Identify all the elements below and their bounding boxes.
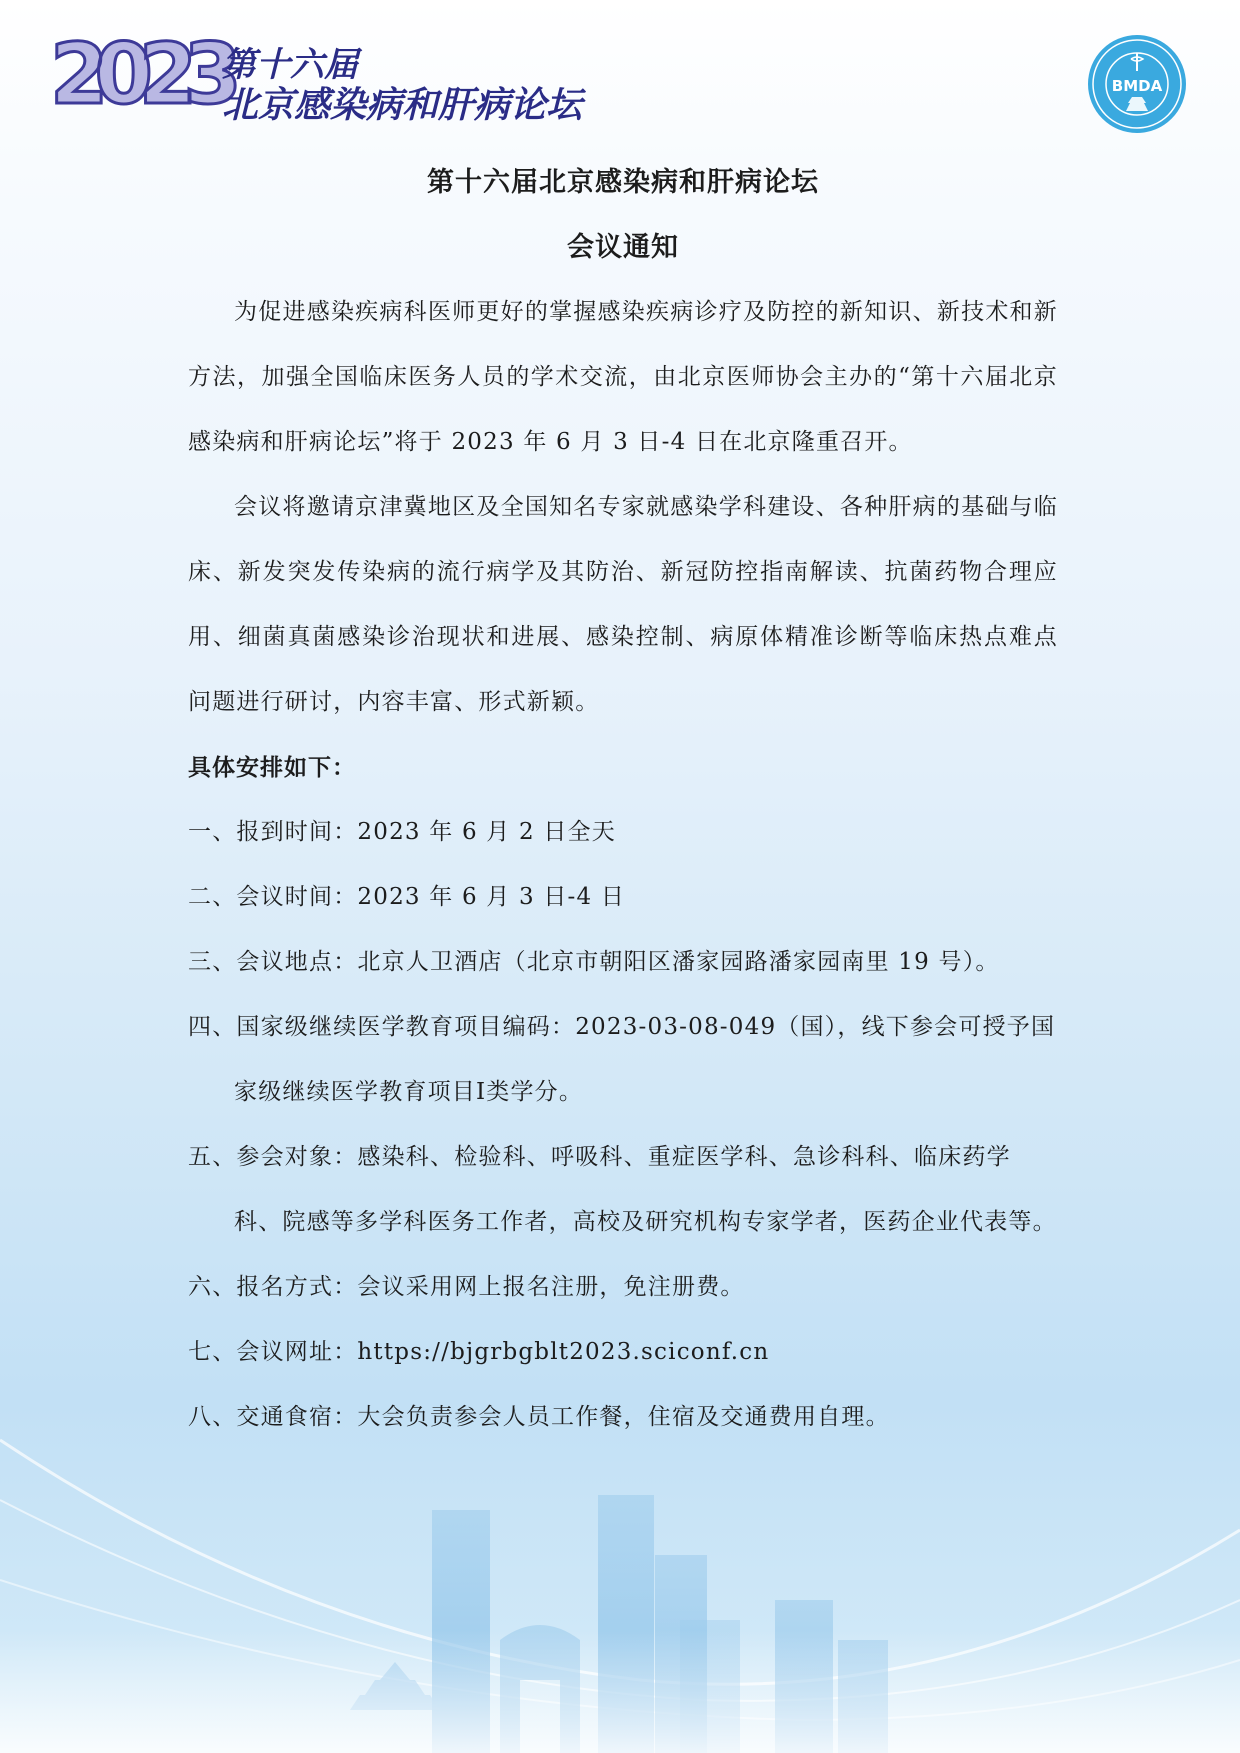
document-subtitle: 会议通知 (567, 232, 679, 263)
notice-body (188, 150, 1058, 1450)
intro-paragraph: 为促进感染疾病科医师更好的掌握感染疾病诊疗及防控的新知识、新技术和新方法，加强全国临床医务人员的学术交流，由北京医师协会主办的“第十六届北京感染病和肝病论坛”将于 2023 年 6 月 3 日-4 日在北京隆重召开。 (188, 299, 1058, 455)
logo-line-1: 第十六届 (222, 45, 358, 85)
logo-year: 2023 (50, 25, 228, 123)
list-item-cme-code: 四、国家级继续医学教育项目编码：2023-03-08-049（国），线下参会可授予国家级继续医学教育项目Ⅰ类学分。 (188, 1014, 1056, 1105)
logo-line-2: 北京感染病和肝病论坛 (222, 85, 583, 126)
list-item-audience: 五、参会对象：感染科、检验科、呼吸科、重症医学科、急诊科科、临床药学科、院感等多学科医务工作者，高校及研究机构专家学者，医药企业代表等。 (188, 1144, 1057, 1235)
schedule-label: 具体安排如下： (188, 754, 356, 781)
list-item-accommodation: 八、交通食宿：大会负责参会人员工作餐，住宿及交通费用自理。 (188, 1404, 890, 1430)
list-item-venue: 三、会议地点：北京人卫酒店（北京市朝阳区潘家园路潘家园南里 19 号）。 (188, 949, 1000, 975)
topics-paragraph: 会议将邀请京津冀地区及全国知名专家就感染学科建设、各种肝病的基础与临床、新发突发传染病的流行病学及其防治、新冠防控指南解读、抗菌药物合理应用、细菌真菌感染诊治现状和进展、感染控制、病原体精准诊断等临床热点难点问题进行研讨，内容丰富、形式新颖。 (188, 494, 1058, 715)
bmda-seal-icon (1086, 33, 1188, 135)
list-item-registration-method: 六、报名方式：会议采用网上报名注册，免注册费。 (188, 1274, 745, 1300)
seal-text: BMDA (1111, 77, 1163, 95)
document-title: 第十六届北京感染病和肝病论坛 (427, 167, 819, 198)
list-item-website: 七、会议网址：https://bjgrbgblt2023.sciconf.cn (188, 1339, 770, 1365)
list-item-registration-time: 一、报到时间：2023 年 6 月 2 日全天 (188, 819, 616, 845)
list-item-meeting-time: 二、会议时间：2023 年 6 月 3 日-4 日 (188, 884, 626, 910)
city-skyline-decoration (0, 1380, 1240, 1753)
